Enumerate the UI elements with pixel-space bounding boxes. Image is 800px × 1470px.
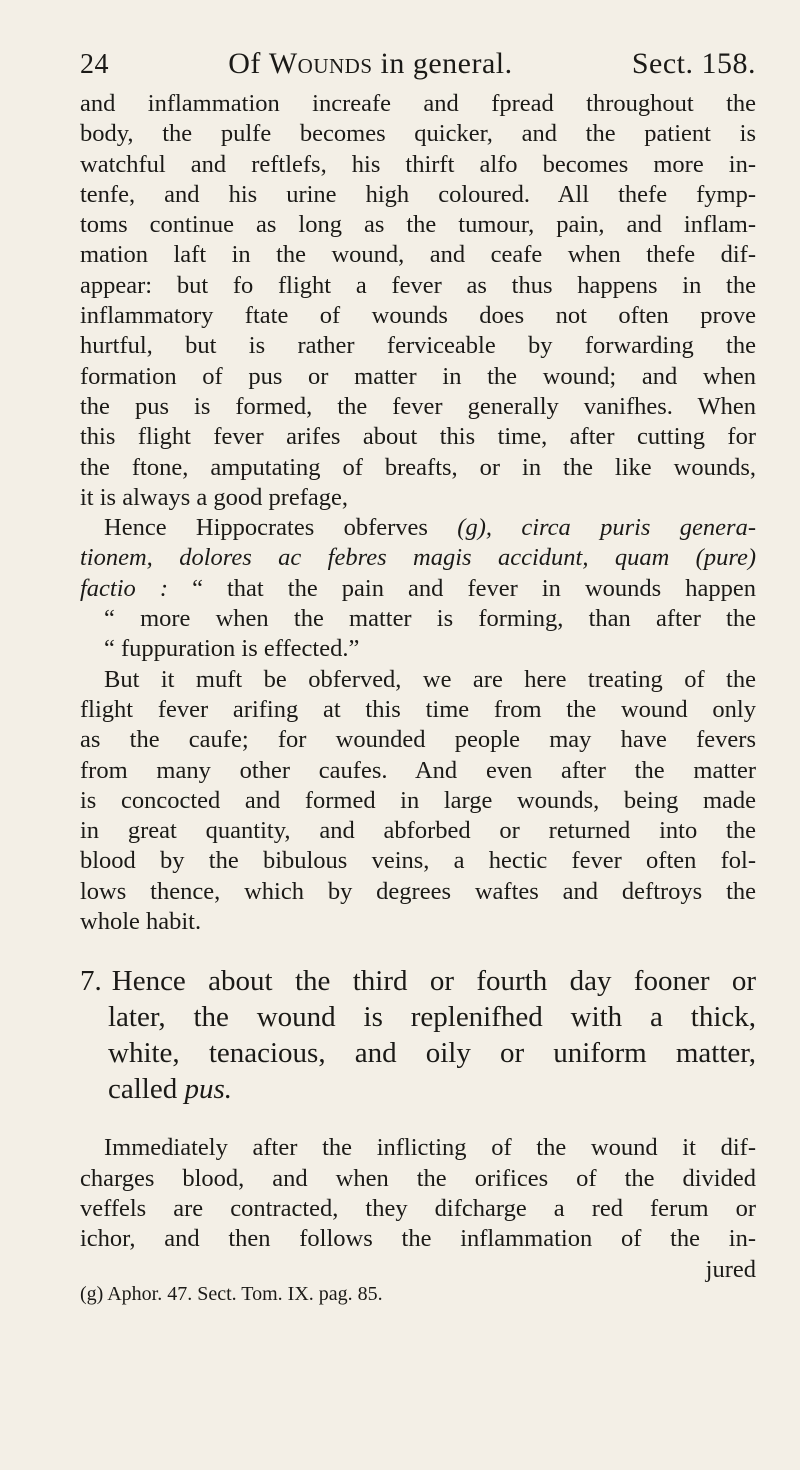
text-line: it is always a good prefage, xyxy=(80,483,349,511)
text-line: “ more when the matter is forming, than after the xyxy=(104,605,756,633)
paragraph-3 xyxy=(80,665,756,938)
text-roman: Hence Hippocrates obferves xyxy=(104,514,458,542)
text-line: watchful and reftlefs, his thirft alfo becomes more in- xyxy=(80,150,756,178)
latin-quote: tionem, dolores ac febres magis accidunt, quam (pure) xyxy=(80,544,756,572)
text-line xyxy=(80,543,756,573)
text-line: from many other caufes. And even after the matter xyxy=(80,756,756,784)
text-line: as the caufe; for wounded people may have fevers xyxy=(80,726,756,754)
text-line: tenfe, and his urine high coloured. All thefe fymp- xyxy=(80,180,756,208)
catchword: jured xyxy=(705,1255,756,1283)
text-line: mation laft in the wound, and ceafe when thefe dif- xyxy=(80,241,756,269)
text-line: white, tenacious, and oily or uniform matter, xyxy=(108,1037,756,1070)
text-line: this flight fever arifes about this time, after cutting for xyxy=(80,423,756,451)
latin-quote: (g), circa puris genera- xyxy=(457,514,756,542)
text-line: whole habit. xyxy=(80,908,202,936)
text-line: inflammatory ftate of wounds does not often prove xyxy=(80,302,756,330)
spacer xyxy=(80,937,756,963)
section-7-proposition xyxy=(80,963,756,1107)
text-line: “ fuppuration is effected.” xyxy=(104,635,360,663)
paragraph-1 xyxy=(80,89,756,513)
text-line xyxy=(80,574,756,604)
text-line: is concocted and formed in large wounds, being made xyxy=(80,786,756,814)
text-roman: Hence about the third or fourth day fooner or xyxy=(111,965,756,998)
text-line: lows thence, which by degrees waftes and deftroys the xyxy=(80,877,756,905)
text-line: But it muft be obferved, we are here treating of the xyxy=(104,665,756,693)
page-number: 24 xyxy=(80,49,109,80)
chapter-title xyxy=(109,44,632,84)
text-line: Immediately after the inflicting of the wound it dif- xyxy=(104,1134,756,1162)
text-line: the ftone, amputating of breafts, or in the like wounds, xyxy=(80,453,756,481)
title-suffix: in general. xyxy=(372,47,513,80)
text-line: in great quantity, and abforbed or returned into the xyxy=(80,817,756,845)
latin-quote: factio : xyxy=(80,574,169,602)
text-line: ichor, and then follows the inflammation of the in- xyxy=(80,1225,756,1253)
text-line: charges blood, and when the orifices of the divided xyxy=(80,1164,756,1192)
text-line xyxy=(80,1071,756,1107)
paragraph-2-hippocrates xyxy=(80,513,756,664)
term-pus: pus. xyxy=(184,1073,233,1106)
section-7-number: 7. xyxy=(80,965,102,998)
text-line: the pus is formed, the fever generally vanifhes. When xyxy=(80,392,756,420)
text-line: veffels are contracted, they difcharge a red ferum or xyxy=(80,1194,756,1222)
text-roman: called xyxy=(108,1073,185,1106)
text-line: and inflammation increafe and fpread throughout the xyxy=(80,90,756,117)
text-line: toms continue as long as the tumour, pain, and inflam- xyxy=(80,211,756,239)
footnote: (g) Aphor. 47. Sect. Tom. IX. pag. 85. xyxy=(80,1282,383,1305)
spacer xyxy=(80,1107,756,1133)
text-line: flight fever arifing at this time from the wound only xyxy=(80,695,756,723)
text-line: formation of pus or matter in the wound; and when xyxy=(80,362,756,390)
text-line: appear: but fo flight a fever as thus happens in the xyxy=(80,271,756,299)
text-roman: “ that the pain and fever in wounds happen xyxy=(168,574,756,602)
text-line xyxy=(80,963,756,999)
text-line: hurtful, but is rather ferviceable by forwarding the xyxy=(80,332,756,360)
paragraph-4 xyxy=(80,1133,756,1254)
text-line: body, the pulfe becomes quicker, and the patient is xyxy=(80,120,756,148)
text-line: later, the wound is replenifhed with a thick, xyxy=(108,1001,756,1034)
text-line xyxy=(80,513,756,543)
text-line: blood by the bibulous veins, a hectic fever often fol- xyxy=(80,847,756,875)
book-page xyxy=(80,44,756,1307)
title-prefix: Of xyxy=(228,47,269,80)
running-head xyxy=(80,44,756,85)
title-small-caps: Wounds xyxy=(268,47,373,80)
section-number: Sect. 158. xyxy=(631,47,756,80)
